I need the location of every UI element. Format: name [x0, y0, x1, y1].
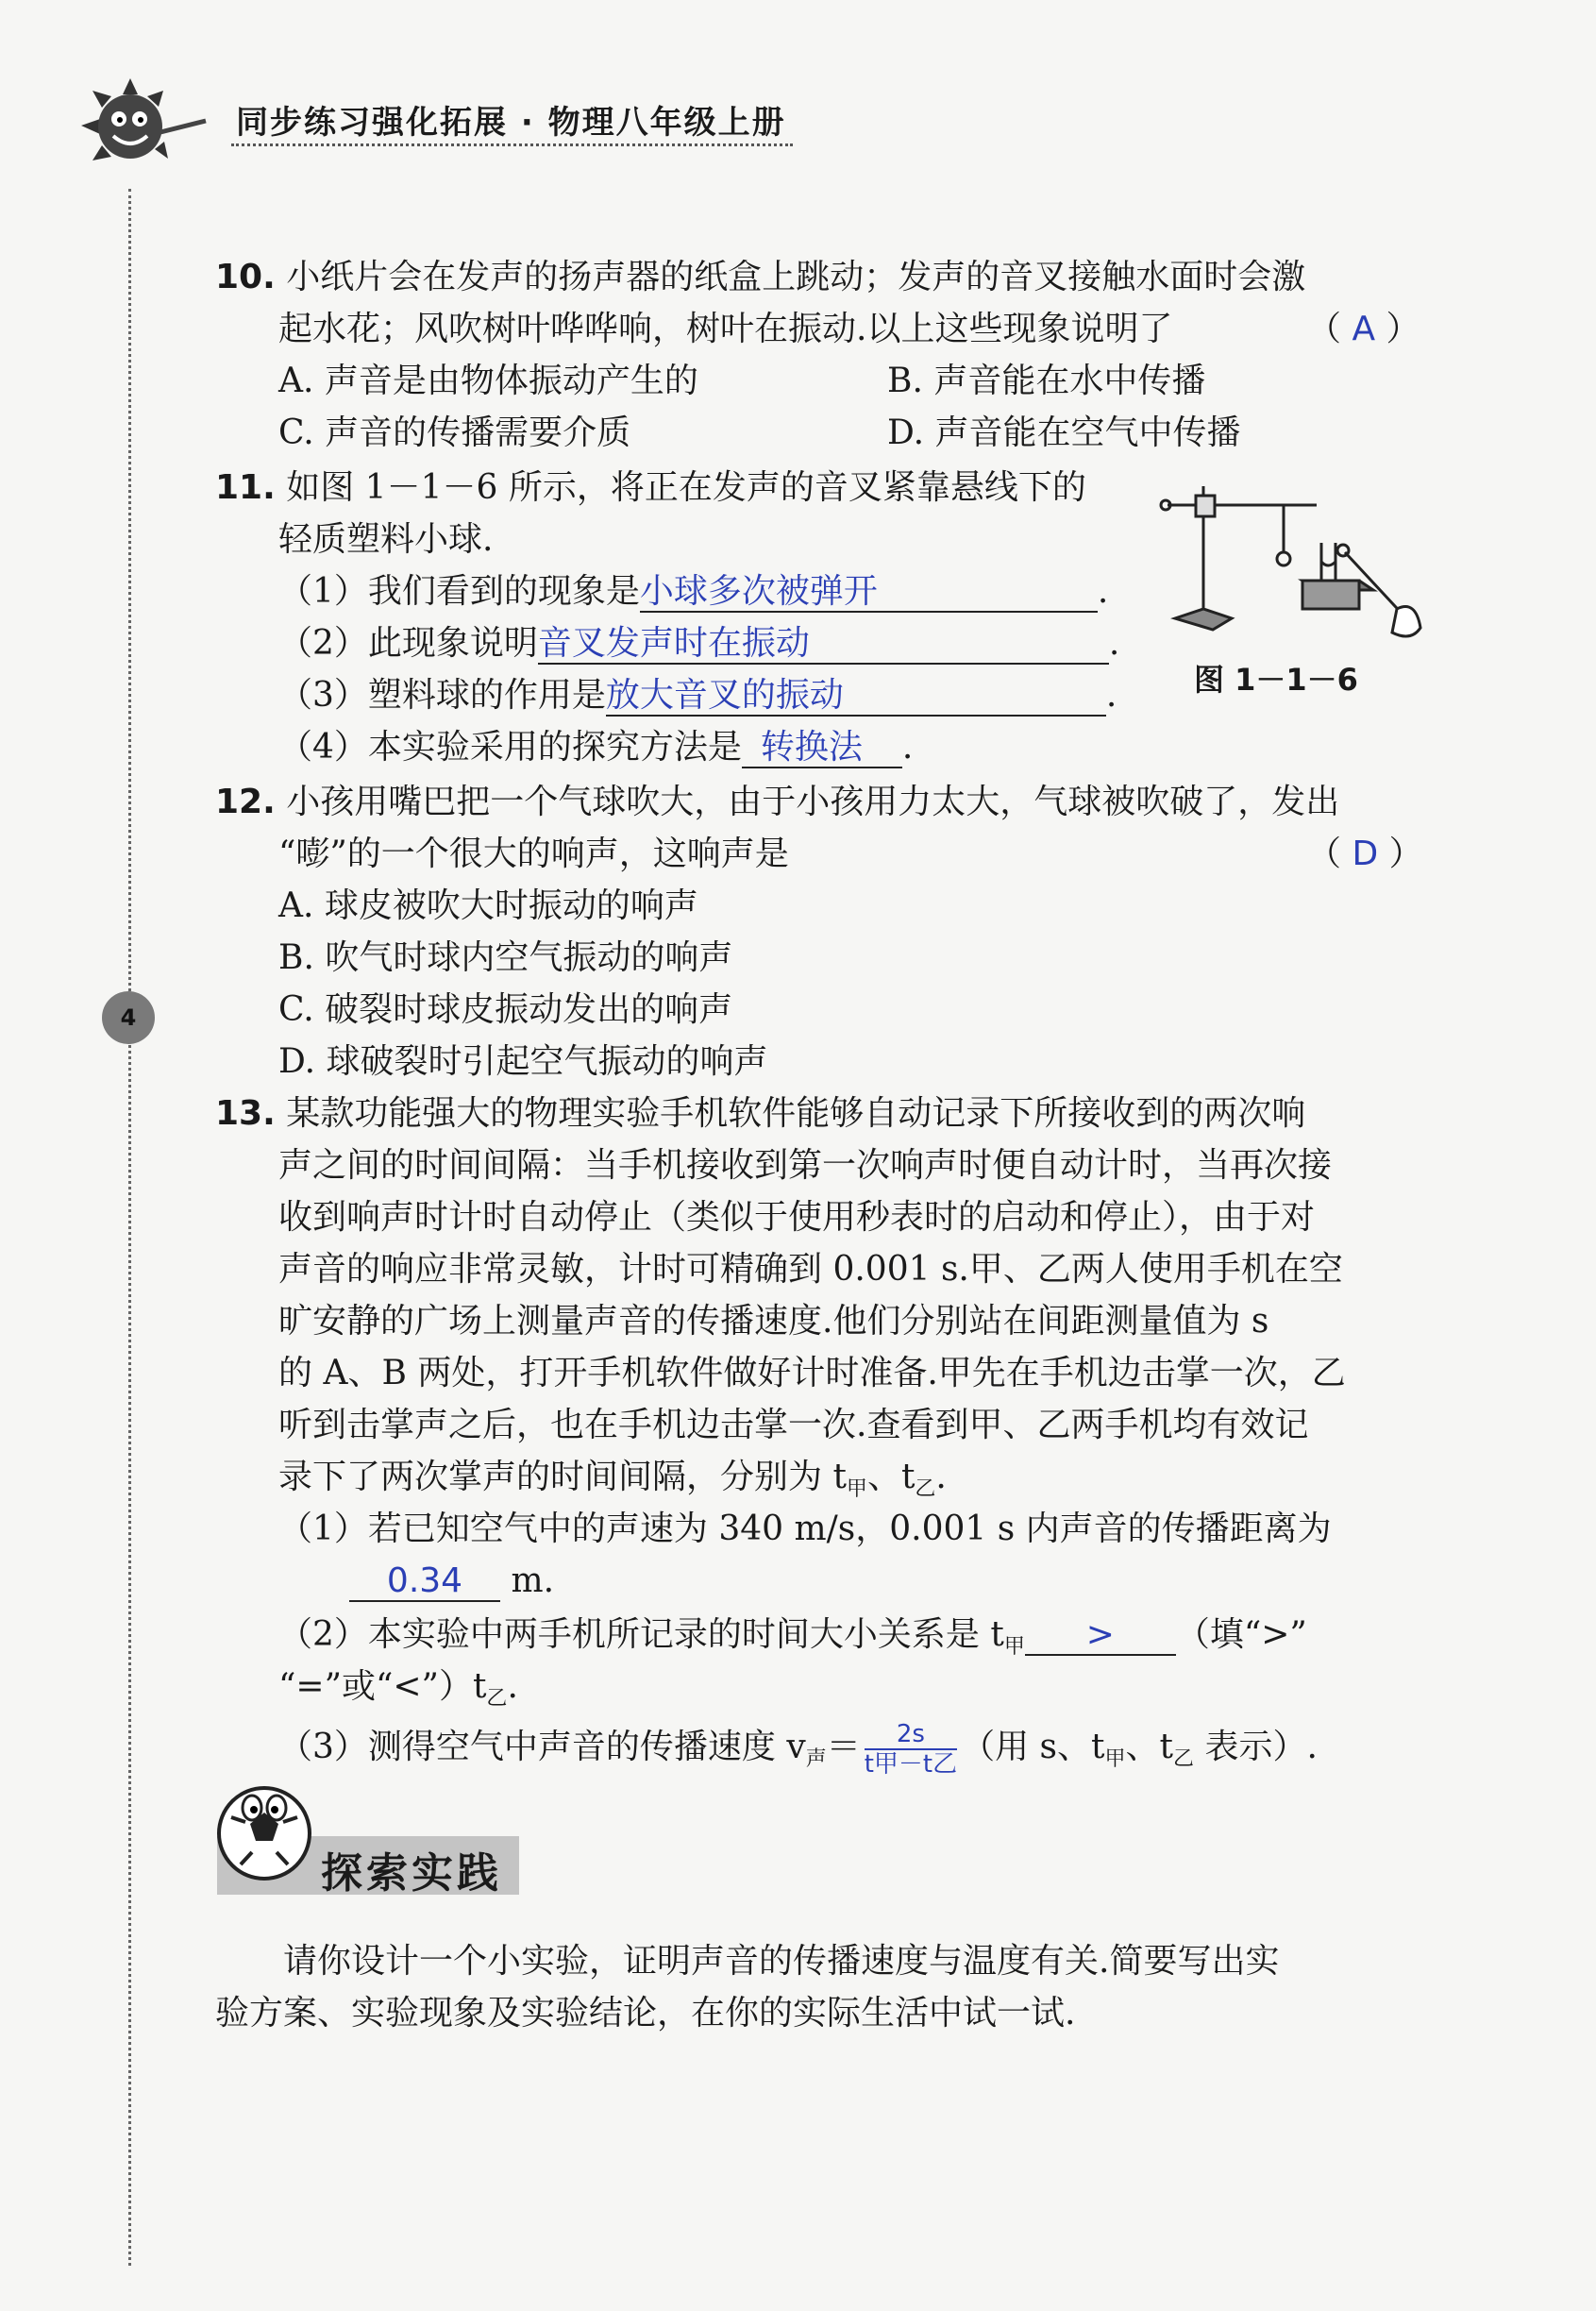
q13-part1-answer-line: [349, 1560, 554, 1602]
sub-sheng: 声: [805, 1747, 827, 1772]
q11-part2-answer: 音叉发声时在振动: [537, 624, 810, 663]
q10-number: 10.: [215, 258, 276, 296]
q13-part1: （1）若已知空气中的声速为 340 m/s，0.001 s 内声音的传播距离为: [278, 1510, 1332, 1548]
q13-part3-hint2: 、t: [1125, 1728, 1173, 1766]
q13-part2-hint: （填“>”: [1175, 1615, 1307, 1654]
q13-part2-blank: [1025, 1616, 1176, 1656]
q13-part1-blank: [349, 1562, 500, 1602]
q13-part3-answer-fraction: [865, 1720, 957, 1779]
q11-part1-blank: [640, 573, 1098, 613]
q11-part4-label: （4）本实验采用的探究方法是: [278, 728, 742, 767]
q10-line1: [215, 257, 1305, 298]
q13-part3-eq: ＝: [826, 1728, 861, 1766]
q12-line1: [215, 782, 1339, 823]
q13-line3: 收到响声时计时自动停止（类似于使用秒表时的启动和停止），由于对: [278, 1198, 1316, 1237]
q11-part1-answer: 小球多次被弹开: [639, 572, 878, 611]
explore-line2: 验方案、实验现象及实验结论，在你的实际生活中试一试.: [215, 1994, 1076, 2033]
q13-part2-hint2: “=”或“<”）t: [278, 1667, 487, 1706]
q13-line6: 的 A、B 两处，打开手机软件做好计时准备.甲先在手机边击掌一次，乙: [278, 1354, 1346, 1392]
q13-line2: 声之间的时间间隔：当手机接收到第一次响声时便自动计时，当再次接: [278, 1146, 1333, 1185]
q12-answer-paren: （ D ）: [1307, 835, 1423, 873]
q11-number: 11.: [215, 468, 276, 507]
q13-part3-end: 表示）.: [1194, 1728, 1318, 1766]
q11-part1-label: （1）我们看到的现象是: [278, 572, 640, 611]
q12-option-d: D. 球破裂时引起空气振动的响声: [278, 1042, 768, 1081]
explore-line1: 请你设计一个小实验，证明声音的传播速度与温度有关.简要写出实: [283, 1942, 1280, 1981]
mascot-ball-icon: [212, 1775, 316, 1888]
page-number: 4: [102, 991, 155, 1044]
q11-line1: [215, 467, 1086, 509]
q13-part2-answer: >: [1085, 1615, 1115, 1654]
tuning-fork-apparatus-figure: [1156, 467, 1430, 656]
q13-text8a: 录下了两次掌声的时间间隔，分别为 t: [278, 1458, 847, 1496]
q13-part2-line2: [278, 1666, 518, 1720]
sub-jia-2: 甲: [1003, 1635, 1025, 1660]
q12-number: 12.: [215, 783, 276, 821]
q13-text1: 某款功能强大的物理实验手机软件能够自动记录下所接收到的两次响: [286, 1094, 1306, 1133]
q13-line8: [278, 1457, 947, 1510]
q13-line7: 听到击掌声之后，也在手机边击掌一次.查看到甲、乙两手机均有效记: [278, 1406, 1309, 1444]
q11-part4-answer: 转换法: [760, 728, 863, 767]
q12-option-c: C. 破裂时球皮振动发出的响声: [278, 990, 733, 1029]
q11-part2: （2）此现象说明音叉发声时在振动 .: [278, 624, 1120, 663]
fraction-denominator: t甲－t乙: [864, 1750, 958, 1779]
q13-part2-text: （2）本实验中两手机所记录的时间大小关系是 t: [278, 1615, 1004, 1654]
q13-part3: [278, 1720, 1318, 1780]
header-title: 同步练习强化拓展 · 物理八年级上册: [236, 104, 786, 142]
q10-answer: A: [1352, 310, 1376, 348]
margin-dotted-line: [128, 189, 131, 2266]
q11-part2-label: （2）此现象说明: [278, 624, 538, 663]
q11-line2: 轻质塑料小球.: [278, 520, 494, 559]
sub-jia-3: 甲: [1104, 1747, 1126, 1772]
q10-option-d: D. 声音能在空气中传播: [887, 413, 1241, 452]
q10-option-b: B. 声音能在水中传播: [887, 362, 1206, 400]
q11-part3-answer: 放大音叉的振动: [605, 676, 844, 715]
q10-answer-paren: （ A ）: [1307, 310, 1420, 348]
q10-line2: 起水花；风吹树叶哗哗响，树叶在振动.以上这些现象说明了: [278, 310, 1173, 348]
q11-part3-label: （3）塑料球的作用是: [278, 676, 606, 715]
q13-part3-hint: （用 s、t: [961, 1728, 1105, 1766]
q11-part3: （3）塑料球的作用是放大音叉的振动 .: [278, 676, 1117, 715]
q10-text1: 小纸片会在发声的扬声器的纸盒上跳动；发声的音叉接触水面时会激: [286, 258, 1306, 296]
q13-part2: [278, 1614, 1307, 1668]
q11-part1: （1）我们看到的现象是小球多次被弹开 .: [278, 572, 1109, 611]
q12-text1: 小孩用嘴巴把一个气球吹大，由于小孩用力太大，气球被吹破了，发出: [286, 783, 1340, 821]
q11-text1: 如图 1－1－6 所示，将正在发声的音叉紧靠悬线下的: [286, 468, 1086, 507]
sub-yi-2: 乙: [486, 1687, 508, 1712]
q12-line2: “嘭”的一个很大的响声，这响声是: [278, 835, 789, 873]
mascot-sun-icon: [74, 74, 215, 177]
q10-option-a: A. 声音是由物体振动产生的: [278, 362, 698, 400]
q13-line1: [215, 1093, 1305, 1135]
q13-part2-end: .: [507, 1667, 518, 1706]
q13-part1-answer: 0.34: [386, 1561, 463, 1600]
q10-option-c: C. 声音的传播需要介质: [278, 413, 631, 452]
q13-number: 13.: [215, 1094, 276, 1133]
q11-part3-blank: [606, 677, 1106, 717]
q12-option-b: B. 吹气时球内空气振动的响声: [278, 938, 733, 977]
q13-line5: 旷安静的广场上测量声音的传播速度.他们分别站在间距测量值为 s: [278, 1302, 1269, 1341]
figure-caption: 图 1－1－6: [1194, 662, 1358, 698]
q12-answer: D: [1352, 835, 1379, 873]
q13-part3-text: （3）测得空气中声音的传播速度 v: [278, 1728, 806, 1766]
q11-part4-blank: [742, 729, 902, 768]
q11-part4: （4）本实验采用的探究方法是 转换法 .: [278, 728, 914, 767]
sub-yi: 乙: [915, 1477, 936, 1502]
q12-option-a: A. 球皮被吹大时振动的响声: [278, 886, 698, 925]
sub-yi-3: 乙: [1172, 1747, 1194, 1772]
header-divider: [231, 143, 793, 146]
section-title: 探索实践: [321, 1849, 502, 1898]
q13-part1-unit: m.: [511, 1561, 555, 1600]
q13-text8c: .: [935, 1458, 947, 1496]
q13-line4: 声音的响应非常灵敏，计时可精确到 0.001 s.甲、乙两人使用手机在空: [278, 1250, 1343, 1289]
sub-jia: 甲: [846, 1477, 867, 1502]
q13-text8b: 、t: [866, 1458, 916, 1496]
fraction-numerator: 2s: [896, 1720, 925, 1748]
q11-part2-blank: [538, 625, 1109, 665]
